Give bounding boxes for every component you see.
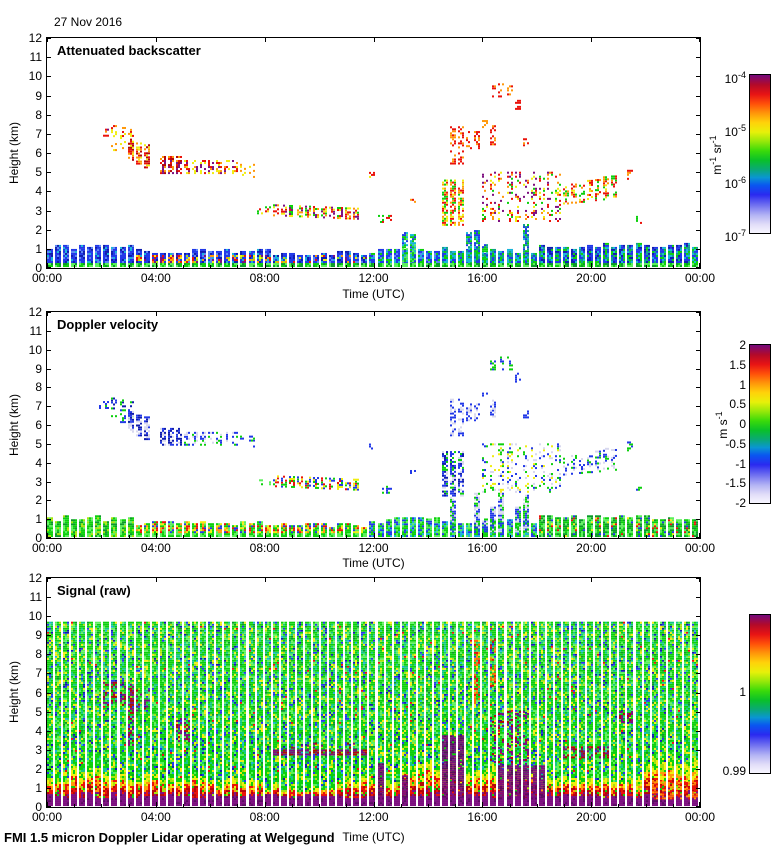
panel-title-backscatter: Attenuated backscatter xyxy=(57,43,201,58)
panel-title-velocity: Doppler velocity xyxy=(57,317,159,332)
x-tick-label: 04:00 xyxy=(140,541,171,555)
y-tick-label: 10 xyxy=(28,69,42,84)
y-tick-label: 9 xyxy=(35,628,42,643)
unit-text: sr xyxy=(710,143,724,157)
colorbar-tick-label: $10^{-7}$ xyxy=(724,228,746,244)
date-label: 27 Nov 2016 xyxy=(54,15,123,29)
y-tick-label: 12 xyxy=(28,305,42,319)
colorbar-tick-label: 2 xyxy=(739,338,746,352)
y-tick-label: 4 xyxy=(35,455,42,470)
unit-exp: -1 xyxy=(708,156,718,165)
y-tick-label: 11 xyxy=(29,323,42,338)
y-tick-label: 6 xyxy=(35,146,42,160)
y-tick-label: 6 xyxy=(35,418,42,432)
colorbar-tick-label: $10^{-5}$ xyxy=(724,122,746,139)
colorbar-canvas-1 xyxy=(749,344,771,504)
y-tick-label: 12 xyxy=(28,571,42,585)
y-tick-label: 1 xyxy=(35,241,42,256)
unit-exp: -1 xyxy=(714,411,724,420)
colorbar-tick-label: -0.5 xyxy=(725,436,746,451)
y-tick-label: 7 xyxy=(35,399,42,414)
y-tick-label: 5 xyxy=(35,165,42,180)
y-tick-label: 8 xyxy=(35,647,42,662)
x-tick-label: 20:00 xyxy=(576,810,607,824)
x-tick-label: 00:00 xyxy=(684,810,716,824)
colorbar-tick-label: -2 xyxy=(735,496,746,510)
y-tick-label: 10 xyxy=(28,609,42,624)
y-tick-label: 11 xyxy=(29,50,42,65)
y-tick-label: 4 xyxy=(35,184,42,199)
y-tick-label: 1 xyxy=(35,512,42,527)
x-tick-label: 12:00 xyxy=(358,541,389,555)
y-tick-label: 9 xyxy=(35,361,42,376)
panel-canvas-2 xyxy=(46,577,701,808)
y-tick-label: 5 xyxy=(35,704,42,719)
unit-text: m s xyxy=(716,419,730,439)
colorbar-tick-label: -1 xyxy=(735,456,746,471)
y-axis-label-1: Height (km) xyxy=(7,122,21,185)
y-tick-label: 3 xyxy=(35,474,42,489)
colorbar-tick-label: 0.99 xyxy=(722,763,746,778)
colorbar-tick-label: -1.5 xyxy=(725,476,746,491)
x-tick-label: 16:00 xyxy=(467,810,498,824)
x-tick-label: 20:00 xyxy=(576,541,607,555)
panel-canvas-0 xyxy=(46,37,701,269)
y-tick-label: 0 xyxy=(35,800,42,814)
colorbar-tick-label: 1 xyxy=(739,377,746,392)
colorbar-tick-label: 1.5 xyxy=(729,357,746,372)
y-tick-label: 7 xyxy=(35,126,42,141)
x-axis-label-3: Time (UTC) xyxy=(342,830,405,844)
y-tick-label: 11 xyxy=(29,590,42,605)
y-tick-label: 12 xyxy=(28,31,42,45)
y-tick-label: 8 xyxy=(35,380,42,395)
x-tick-label: 00:00 xyxy=(31,271,63,285)
colorbar-canvas-2 xyxy=(749,614,771,774)
y-tick-label: 5 xyxy=(35,436,42,451)
colorbar-tick-label: $10^{-6}$ xyxy=(724,175,746,192)
x-tick-label: 12:00 xyxy=(358,810,389,824)
y-tick-label: 8 xyxy=(35,107,42,122)
y-tick-label: 3 xyxy=(35,742,42,757)
y-tick-label: 3 xyxy=(35,203,42,218)
x-tick-label: 12:00 xyxy=(358,271,389,285)
panel-title-signal: Signal (raw) xyxy=(57,583,131,598)
x-tick-label: 00:00 xyxy=(31,810,63,824)
y-tick-label: 2 xyxy=(35,222,42,237)
y-tick-label: 4 xyxy=(35,723,42,738)
colorbar-tick-label: 0.5 xyxy=(729,397,746,412)
x-axis-label-2: Time (UTC) xyxy=(342,556,405,570)
x-tick-label: 20:00 xyxy=(576,271,607,285)
x-tick-label: 16:00 xyxy=(467,271,498,285)
x-tick-label: 00:00 xyxy=(684,271,716,285)
x-tick-label: 00:00 xyxy=(684,541,716,555)
y-tick-label: 9 xyxy=(35,88,42,103)
x-tick-label: 08:00 xyxy=(249,810,280,824)
y-tick-label: 0 xyxy=(35,261,42,275)
y-tick-label: 0 xyxy=(35,531,42,545)
unit-exp: -1 xyxy=(708,135,718,144)
x-tick-label: 00:00 xyxy=(31,541,63,555)
figure-caption: FMI 1.5 micron Doppler Lidar operating at Welgegund xyxy=(4,830,335,845)
y-axis-label-2: Height (km) xyxy=(7,394,21,457)
colorbar-tick-label: 1 xyxy=(739,685,746,700)
unit-text: m xyxy=(710,164,724,175)
colorbar-tick-label: $10^{-4}$ xyxy=(724,70,746,86)
y-tick-label: 6 xyxy=(35,685,42,700)
y-tick-label: 10 xyxy=(28,342,42,357)
x-tick-label: 08:00 xyxy=(249,541,280,555)
y-tick-label: 7 xyxy=(35,666,42,681)
panel-canvas-1 xyxy=(46,311,701,539)
x-tick-label: 04:00 xyxy=(140,271,171,285)
x-tick-label: 16:00 xyxy=(467,541,498,555)
y-tick-label: 1 xyxy=(35,780,42,795)
x-tick-label: 04:00 xyxy=(140,810,171,824)
colorbar-canvas-0 xyxy=(749,74,771,234)
colorbar-tick-label: 0 xyxy=(739,417,746,431)
x-axis-label-1: Time (UTC) xyxy=(342,287,405,301)
y-tick-label: 2 xyxy=(35,761,42,776)
y-axis-label-3: Height (km) xyxy=(7,661,21,724)
y-tick-label: 2 xyxy=(35,493,42,508)
x-tick-label: 08:00 xyxy=(249,271,280,285)
